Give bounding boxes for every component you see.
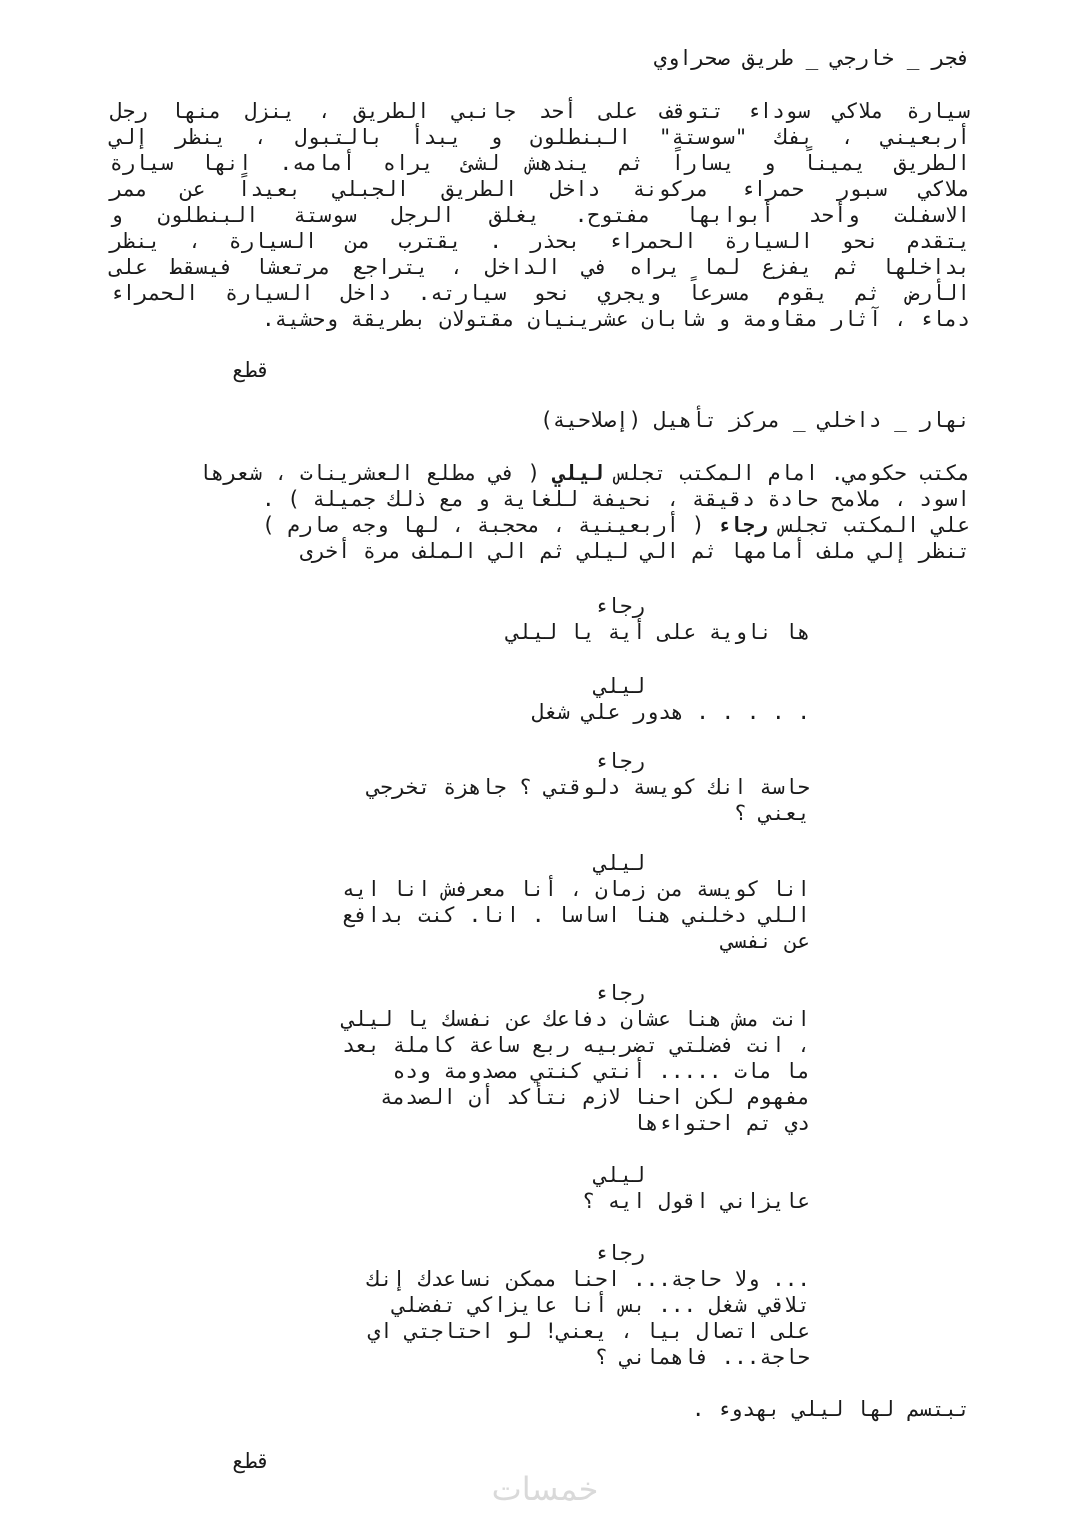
dialogue-line: مفهوم لكن احنا لازم نتأكد أن الصدمة: [380, 1085, 810, 1109]
dialogue-line: يعني ؟: [734, 801, 810, 825]
dialogue-line: حاسة انك كويسة دلوقتي ؟ جاهزة تخرجي: [367, 775, 810, 799]
action-line: يتقدم نحو السيارة الحمراء بحذر . يقترب من السيارة ، ينظر: [110, 229, 970, 253]
action-paragraph-1: [110, 98, 970, 332]
dialogue-line: حاجة... فاهماني ؟: [595, 1345, 810, 1369]
character-name: رجاء: [594, 1241, 645, 1265]
dialogue-line: اللي دخلني هنا اساسا . انا. كنت بدافع: [342, 903, 810, 927]
scene-heading-1: [654, 45, 970, 71]
dialogue-line: عايزاني اقول ايه ؟: [582, 1189, 810, 1213]
action-line: تبتسم لها ليلي بهدوء .: [691, 1397, 970, 1421]
transition-text: قطع: [232, 358, 270, 382]
scene-heading-text: فجر _ خارجي _ طريق صحراوي: [653, 46, 970, 70]
scene-heading-text: نهار _ داخلي _ مركز تأهيل (إصلاحية): [540, 408, 970, 432]
transition-text: قطع: [232, 1449, 270, 1473]
dialogue-block: [367, 1266, 810, 1370]
action-line: أربعيني ، بفك "سوستة" البنطلون و يبدأ بالتبول ، ينظر إلي: [110, 125, 970, 149]
character-name: ليلي: [594, 851, 645, 875]
character-mention-leila: ليلي: [552, 461, 604, 485]
dialogue-line: انت مش هنا عشان دفاعك عن نفسك يا ليلي: [342, 1007, 810, 1031]
action-line: الأرض ثم يقوم مسرعاً ويجري نحو سيارته. داخل السيارة الحمراء: [110, 281, 970, 305]
dialogue-block: [367, 774, 810, 826]
action-paragraph-2: [110, 460, 970, 564]
dialogue-line: ... ولا حاجة... احنا ممكن نساعدك إنك: [367, 1267, 810, 1291]
dialogue-line: دي تم احتواءها: [632, 1111, 810, 1135]
closing-action: [692, 1396, 970, 1422]
dialogue-line: . . . . . هدور علي شغل: [531, 700, 810, 724]
action-line: تنظر إلي ملف أمامها ثم الي ليلي ثم الي الملف مرة أخرى: [299, 539, 970, 563]
action-line: الطريق يميناً و يساراً ثم يندهش لشئ يراه أمامه. انها سيارة: [110, 151, 970, 175]
dialogue-line: تلاقي شغل ... بس أنا عايزاكي تفضلي: [392, 1293, 810, 1317]
dialogue-block: [532, 699, 810, 725]
khamsat-watermark-logo: [470, 1470, 620, 1508]
dialogue-line: ، انت فضلتي تضربيه ربع ساعة كاملة بعد: [342, 1033, 810, 1057]
watermark-text: خمسات: [491, 1470, 599, 1508]
action-line: اسود ، ملامح حادة دقيقة ، نحيفة للغاية و مع ذلك جميلة ) .: [261, 487, 970, 511]
action-line: [110, 460, 970, 486]
character-mention-ragaa: رجاء: [717, 513, 768, 537]
character-name: ليلي: [594, 674, 645, 698]
action-line: [110, 512, 970, 538]
character-name: رجاء: [594, 981, 645, 1005]
action-line: ملاكي سبور حمراء مركونة داخل الطريق الجبلي بعيداً عن ممر: [110, 177, 970, 201]
dialogue-line: انا كويسة من زمان ، أنا معرفش انا ايه: [342, 877, 810, 901]
dialogue-line: على اتصال بيا ، يعني! لو احتاجتي اي: [367, 1319, 810, 1343]
scene-heading-2: [540, 407, 970, 433]
action-line: سيارة ملاكي سوداء تتوقف على أحد جانبي الطريق ، ينزل منها رجل: [110, 99, 970, 123]
dialogue-line: ها ناوية على أية يا ليلي: [506, 620, 810, 644]
dialogue-block: [342, 1006, 810, 1136]
dialogue-block: [582, 1188, 810, 1214]
character-name: ليلي: [594, 1163, 645, 1187]
action-line: الاسفلت وأحد أبوابها مفتوح. يغلق الرجل سوستة البنطلون و: [110, 203, 970, 227]
dialogue-line: عن نفسي: [721, 929, 810, 953]
dialogue-block: [342, 876, 810, 954]
character-name: رجاء: [594, 594, 645, 618]
character-name: رجاء: [594, 749, 645, 773]
action-text: مكتب حكومي. امام المكتب تجلس: [603, 461, 970, 485]
action-line: دماء ، آثار مقاومة و شابان عشرينيان مقتولان بطريقة وحشية.: [261, 307, 970, 331]
dialogue-line: ما مات ..... أنتي كنتي مصدومة وده: [392, 1059, 810, 1083]
transition-cut-1: [232, 357, 270, 383]
action-line: بداخلها ثم يفزع لما يراه في الداخل ، يتراجع مرتعشا فيسقط على: [110, 255, 970, 279]
action-text: ( أربعينية ، محجبة ، لها وجه صارم ): [261, 513, 718, 537]
dialogue-block: [507, 619, 810, 645]
action-text: ( في مطلع العشرينات ، شعرها: [198, 461, 553, 485]
transition-cut-2: [232, 1448, 270, 1474]
action-text: علي المكتب تجلس: [767, 513, 970, 537]
